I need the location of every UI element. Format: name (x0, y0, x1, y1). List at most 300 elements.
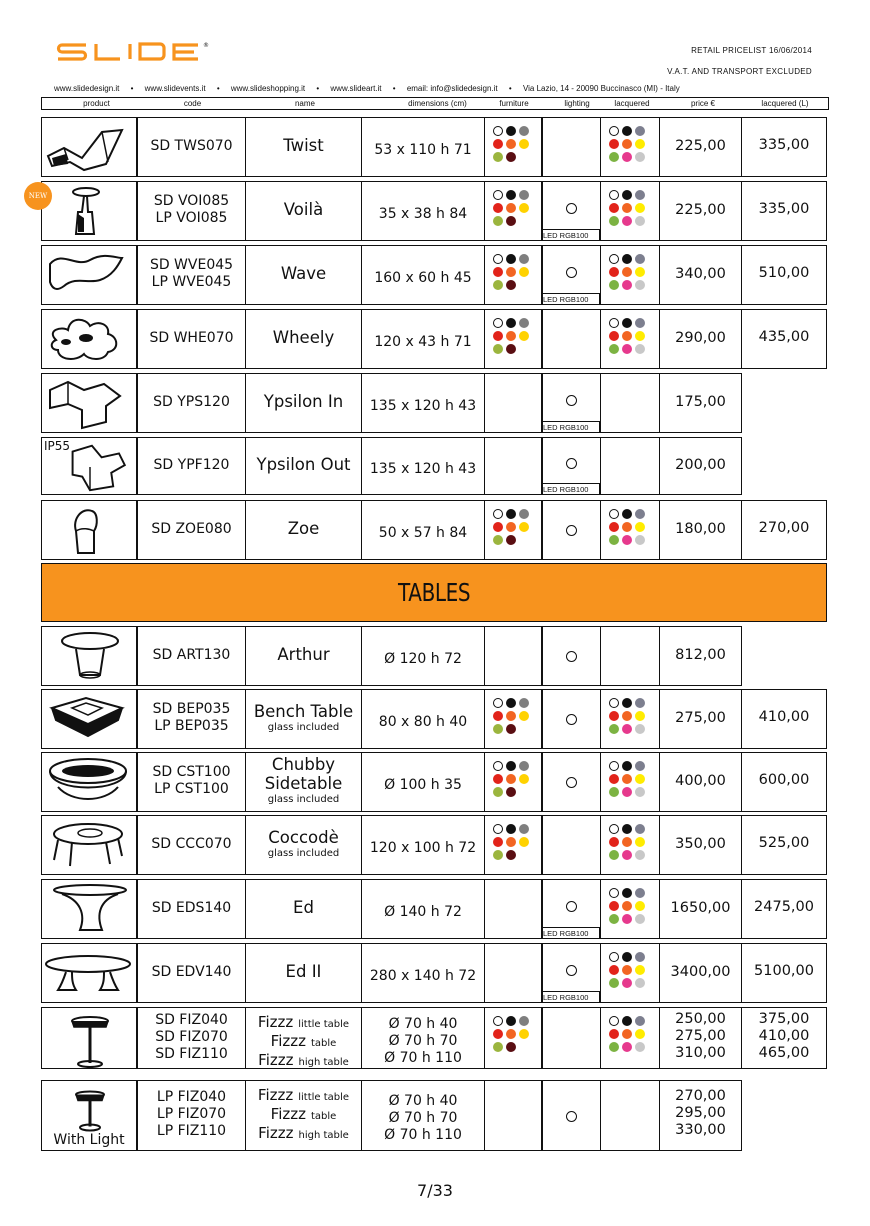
color-swatch (506, 724, 516, 734)
dim-text: 135 x 120 h 43 (369, 460, 477, 477)
col-price: price € (690, 99, 715, 108)
color-swatch (635, 280, 645, 290)
color-swatch (506, 698, 516, 708)
link-slidevents[interactable]: www.slidevents.it (144, 84, 206, 93)
color-swatch (635, 267, 645, 277)
cell-dim (361, 373, 485, 433)
name-text: Ed (293, 897, 314, 917)
tables-section-banner (41, 563, 827, 622)
cell-product (41, 181, 137, 241)
color-swatch (635, 965, 645, 975)
lighting-indicator-icon (566, 203, 577, 214)
color-swatch (506, 1042, 516, 1052)
cell-dim (361, 1007, 485, 1069)
name-text: Coccodè (268, 827, 339, 847)
color-swatch (622, 888, 632, 898)
color-swatch (506, 535, 516, 545)
cell-product (41, 752, 137, 812)
color-swatch (519, 254, 529, 264)
ypsilon-in-icon (42, 374, 138, 434)
code-text: SD CCC070 (151, 835, 232, 852)
color-swatch (493, 824, 503, 834)
cell-light (542, 1080, 601, 1151)
led-rgb-label: LED RGB100 (542, 991, 600, 1003)
cell-lacq (600, 1007, 660, 1069)
ip55-label: IP55 (44, 439, 71, 453)
cell-furn (484, 879, 542, 939)
color-swatch (519, 837, 529, 847)
code-text: SD FIZ110 (155, 1045, 228, 1062)
color-swatch (506, 787, 516, 797)
cell-code (137, 117, 246, 177)
price-text: 525,00 (758, 834, 810, 851)
color-swatch (609, 267, 619, 277)
color-swatch (609, 280, 619, 290)
color-swatch (506, 761, 516, 771)
voila-lamp-icon (42, 182, 138, 242)
cell-light (542, 626, 601, 686)
dim-text: Ø 70 h 40 (388, 1015, 458, 1032)
cell-dim (361, 117, 485, 177)
color-swatch (635, 698, 645, 708)
cell-pricel (741, 181, 827, 241)
color-swatch (506, 280, 516, 290)
cell-product (41, 943, 137, 1003)
color-swatch (506, 267, 516, 277)
lighting-indicator-icon (566, 714, 577, 725)
led-rgb-label: LED RGB100 (542, 421, 600, 433)
cell-dim (361, 1080, 485, 1151)
cell-lacq (600, 500, 660, 560)
color-swatch (609, 888, 619, 898)
color-swatch (622, 698, 632, 708)
zoe-chair-icon (42, 501, 138, 561)
name-text: Fizzz (258, 1124, 294, 1142)
name-sub-text: glass included (267, 794, 340, 805)
cell-pricel (741, 1007, 827, 1069)
cell-pricel (741, 689, 827, 749)
lighting-indicator-icon (566, 965, 577, 976)
color-swatch (493, 711, 503, 721)
color-swatch (506, 190, 516, 200)
cell-code (137, 752, 246, 812)
color-swatch (493, 216, 503, 226)
dim-text: 35 x 38 h 84 (378, 205, 468, 222)
price-text: 510,00 (758, 264, 810, 281)
col-code: code (183, 99, 202, 108)
cell-price (659, 437, 742, 495)
name-sub-text: table (311, 1038, 337, 1049)
code-text: SD YPF120 (153, 456, 230, 473)
cell-price (659, 626, 742, 686)
cell-code (137, 437, 246, 495)
color-swatch (493, 203, 503, 213)
price-text: 435,00 (758, 328, 810, 345)
color-swatch (506, 1029, 516, 1039)
color-swatch (506, 1016, 516, 1026)
name-text: Sidetable (264, 774, 343, 793)
color-swatch (622, 824, 632, 834)
color-swatch (622, 280, 632, 290)
col-lacquered: lacquered (614, 99, 650, 108)
color-swatch (609, 952, 619, 962)
cell-pricel (741, 309, 827, 369)
color-swatch (622, 152, 632, 162)
color-swatch (622, 139, 632, 149)
name-text: Ypsilon Out (256, 454, 351, 474)
color-swatch (635, 254, 645, 264)
cell-pricel (741, 752, 827, 812)
name-text: Wave (280, 263, 327, 283)
cell-price (659, 752, 742, 812)
cell-lacq (600, 815, 660, 875)
lighting-indicator-icon (566, 901, 577, 912)
code-text: SD ZOE080 (151, 520, 232, 537)
color-swatch (635, 711, 645, 721)
color-swatch (622, 203, 632, 213)
price-text: 5100,00 (754, 962, 814, 979)
cell-light (542, 437, 601, 495)
price-text: 335,00 (758, 200, 810, 217)
color-swatch (493, 509, 503, 519)
cell-product (41, 689, 137, 749)
price-text: 465,00 (758, 1044, 810, 1061)
price-text: 270,00 (758, 519, 810, 536)
color-swatch (493, 190, 503, 200)
color-swatch (635, 509, 645, 519)
color-swatch (519, 267, 529, 277)
color-swatch (635, 914, 645, 924)
dim-text: Ø 70 h 110 (384, 1049, 462, 1066)
cell-price (659, 815, 742, 875)
cell-light (542, 117, 601, 177)
color-swatch (493, 774, 503, 784)
cell-price (659, 1080, 742, 1151)
cell-name (245, 1007, 362, 1069)
cell-code (137, 626, 246, 686)
cell-name (245, 815, 362, 875)
color-swatch (622, 190, 632, 200)
color-swatch (493, 1042, 503, 1052)
fizzz-table-icon (42, 1008, 138, 1070)
color-swatch (609, 761, 619, 771)
code-text: LP FIZ040 (156, 1089, 227, 1105)
name-line (246, 1123, 361, 1142)
color-swatch (506, 331, 516, 341)
color-swatch (493, 318, 503, 328)
dim-text: 120 x 100 h 72 (369, 839, 477, 856)
cell-code (137, 1080, 246, 1151)
name-line (246, 1085, 361, 1104)
color-swatch (506, 126, 516, 136)
price-text: 600,00 (758, 771, 810, 788)
cell-furn (484, 373, 542, 433)
name-text: Twist (283, 135, 324, 155)
name-text: Ed II (285, 961, 322, 981)
color-swatch (609, 711, 619, 721)
cell-furn (484, 815, 542, 875)
cell-price (659, 309, 742, 369)
dim-text: Ø 140 h 72 (384, 903, 462, 920)
color-swatch (609, 965, 619, 975)
color-swatch (635, 522, 645, 532)
code-text: SD EDV140 (151, 963, 232, 980)
color-swatch (493, 850, 503, 860)
dim-text: Ø 70 h 40 (388, 1093, 458, 1109)
color-swatch (519, 139, 529, 149)
code-text: SD WHE070 (149, 329, 234, 346)
wave-bench-icon (42, 246, 138, 306)
twist-chair-icon (42, 118, 138, 178)
color-swatch (493, 761, 503, 771)
cell-furn (484, 689, 542, 749)
color-swatch (506, 344, 516, 354)
lighting-indicator-icon (566, 777, 577, 788)
cell-name (245, 879, 362, 939)
led-rgb-label: LED RGB100 (542, 229, 600, 241)
slide-logo (56, 40, 209, 66)
cell-dim (361, 245, 485, 305)
price-text: 200,00 (675, 456, 726, 473)
color-swatch (493, 254, 503, 264)
code-text: LP FIZ110 (156, 1123, 227, 1139)
cell-name (245, 1080, 362, 1151)
with-light-label: With Light (53, 1132, 125, 1148)
cell-name (245, 437, 362, 495)
dim-text: 135 x 120 h 43 (369, 397, 477, 414)
code-text: SD BEP035 (152, 701, 231, 717)
color-swatch (622, 837, 632, 847)
color-swatch (635, 952, 645, 962)
color-swatch (493, 724, 503, 734)
color-swatch (519, 126, 529, 136)
price-text: 250,00 (675, 1010, 726, 1027)
color-swatch (493, 152, 503, 162)
price-text: 290,00 (675, 329, 726, 346)
cell-code (137, 1007, 246, 1069)
color-swatch (622, 724, 632, 734)
color-swatch (609, 901, 619, 911)
cell-dim (361, 181, 485, 241)
color-swatch (635, 888, 645, 898)
code-text: SD VOI085 (153, 193, 230, 209)
color-swatch (519, 203, 529, 213)
cell-lacq (600, 245, 660, 305)
color-swatch (635, 1016, 645, 1026)
code-text: LP CST100 (154, 781, 229, 797)
price-text: 340,00 (675, 265, 726, 282)
color-swatch (609, 509, 619, 519)
color-swatch (635, 1042, 645, 1052)
col-price-lacquered: lacquered (L) (761, 99, 809, 108)
color-swatch (609, 724, 619, 734)
color-swatch (622, 901, 632, 911)
color-swatch (506, 711, 516, 721)
cell-light (542, 309, 601, 369)
color-swatch (635, 126, 645, 136)
cell-pricel (741, 815, 827, 875)
name-line (246, 1031, 361, 1050)
cell-dim (361, 752, 485, 812)
color-swatch (493, 535, 503, 545)
cell-name (245, 943, 362, 1003)
cell-light (542, 815, 601, 875)
cell-dim (361, 500, 485, 560)
name-text: Zoe (287, 518, 320, 538)
color-swatch (609, 1042, 619, 1052)
cell-lacq (600, 437, 660, 495)
name-text: Arthur (277, 644, 330, 664)
color-swatch (519, 774, 529, 784)
color-swatch (493, 787, 503, 797)
link-slideshopping[interactable]: www.slideshopping.it (230, 84, 306, 93)
color-swatch (519, 698, 529, 708)
name-text: Fizzz (257, 1086, 294, 1104)
cell-price (659, 245, 742, 305)
cell-lacq (600, 309, 660, 369)
name-sub-text: glass included (267, 721, 340, 733)
name-sub-text: table (311, 1111, 337, 1122)
led-rgb-label: LED RGB100 (542, 293, 600, 305)
cell-code (137, 815, 246, 875)
cell-product (41, 879, 137, 939)
cell-light (542, 689, 601, 749)
cell-dim (361, 437, 485, 495)
price-text: 330,00 (675, 1122, 726, 1138)
color-swatch (635, 216, 645, 226)
cell-furn (484, 1007, 542, 1069)
name-text: Bench Table (253, 701, 354, 721)
cell-product (41, 309, 137, 369)
name-text: Fizzz (270, 1032, 306, 1050)
price-text: 350,00 (675, 835, 726, 852)
color-swatch (519, 761, 529, 771)
color-swatch (609, 824, 619, 834)
name-text: Ypsilon In (263, 391, 344, 411)
color-swatch (506, 509, 516, 519)
color-swatch (635, 787, 645, 797)
pricelist-date: RETAIL PRICELIST 16/06/2014 (691, 46, 812, 55)
color-swatch (635, 139, 645, 149)
color-swatch (506, 318, 516, 328)
cell-price (659, 181, 742, 241)
color-swatch (609, 216, 619, 226)
cell-furn (484, 752, 542, 812)
color-swatch (635, 535, 645, 545)
dim-text: Ø 70 h 110 (384, 1127, 462, 1143)
cell-light (542, 245, 601, 305)
cell-furn (484, 117, 542, 177)
price-text: 812,00 (675, 646, 726, 663)
svg-text:®: ® (203, 42, 209, 49)
dim-text: 280 x 140 h 72 (369, 967, 477, 984)
color-swatch (493, 837, 503, 847)
color-swatch (609, 1029, 619, 1039)
arthur-table-icon (42, 627, 138, 687)
name-line (246, 1012, 361, 1031)
cell-lacq (600, 181, 660, 241)
color-swatch (506, 254, 516, 264)
color-swatch (622, 761, 632, 771)
name-sub-text: little table (298, 1019, 350, 1030)
cell-price (659, 373, 742, 433)
col-furniture: furniture (499, 99, 529, 108)
cell-name (245, 245, 362, 305)
address: Via Lazio, 14 - 20090 Buccinasco (MI) - Italy (522, 84, 680, 93)
color-swatch (609, 787, 619, 797)
code-text: SD TWS070 (150, 137, 233, 154)
cell-name (245, 626, 362, 686)
cell-lacq (600, 626, 660, 686)
color-swatch (609, 978, 619, 988)
color-swatch (609, 318, 619, 328)
color-swatch (609, 331, 619, 341)
color-swatch (622, 850, 632, 860)
cell-product (41, 815, 137, 875)
color-swatch (609, 535, 619, 545)
price-text: 275,00 (675, 709, 726, 726)
color-swatch (635, 978, 645, 988)
cell-code (137, 689, 246, 749)
cell-dim (361, 309, 485, 369)
cell-code (137, 500, 246, 560)
name-text: Fizzz (258, 1051, 294, 1069)
email-link[interactable]: email: info@slidedesign.it (406, 84, 498, 93)
color-swatch (506, 152, 516, 162)
name-line (246, 1104, 361, 1123)
color-swatch (519, 190, 529, 200)
color-swatch (506, 522, 516, 532)
code-text: LP WVE045 (151, 274, 232, 290)
link-slidedesign[interactable]: www.slidedesign.it (54, 84, 120, 93)
price-text: 275,00 (675, 1027, 726, 1044)
price-text: 2475,00 (754, 898, 814, 915)
code-text: SD ART130 (152, 646, 231, 663)
name-sub-text: high table (298, 1130, 349, 1141)
name-text: Wheely (272, 327, 335, 347)
wheely-seat-icon (42, 310, 138, 370)
cell-dim (361, 626, 485, 686)
lighting-indicator-icon (566, 1111, 577, 1122)
cell-code (137, 879, 246, 939)
code-text: SD WVE045 (149, 257, 234, 273)
color-swatch (622, 522, 632, 532)
color-swatch (506, 837, 516, 847)
color-swatch (609, 203, 619, 213)
color-swatch (622, 711, 632, 721)
dim-text: 53 x 110 h 71 (374, 141, 472, 158)
name-sub-text: glass included (267, 847, 340, 859)
cell-code (137, 943, 246, 1003)
cell-name (245, 181, 362, 241)
cell-dim (361, 815, 485, 875)
color-swatch (493, 1029, 503, 1039)
cell-light (542, 752, 601, 812)
cell-furn (484, 500, 542, 560)
price-text: 225,00 (675, 201, 726, 218)
page-number: 7/33 (417, 1181, 453, 1200)
color-swatch (609, 1016, 619, 1026)
bench-table-icon (42, 690, 138, 750)
cell-furn (484, 943, 542, 1003)
name-text: Fizzz (257, 1013, 294, 1031)
color-swatch (493, 139, 503, 149)
cell-product (41, 245, 137, 305)
col-name: name (294, 99, 315, 108)
link-slideart[interactable]: www.slideart.it (330, 84, 382, 93)
color-swatch (635, 190, 645, 200)
name-sub-text: high table (298, 1057, 349, 1068)
